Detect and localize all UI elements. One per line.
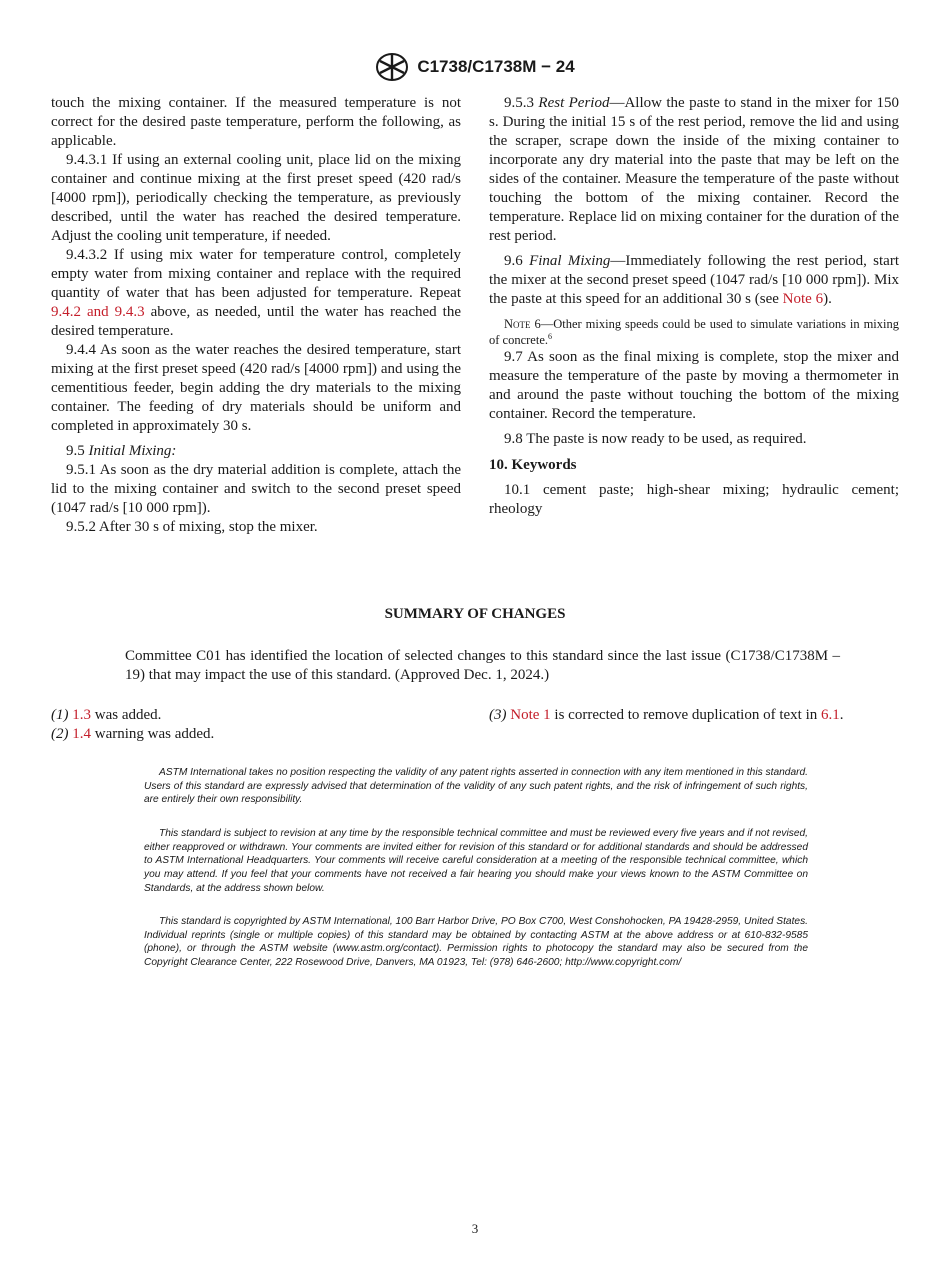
footnote-ref: 6 <box>548 331 552 341</box>
right-column <box>489 94 899 519</box>
keywords-text: 10.1 cement paste; high-shear mixing; hydraulic cement; rheology <box>489 482 899 517</box>
copyright-notice: This standard is copyrighted by ASTM International, 100 Barr Harbor Drive, PO Box C700, West Conshohocken, PA 19428-2959, United States. Individual reprints (single or multiple copies) of this standard may be obtained by contacting ASTM at the above address or at 610-832-9585 (phone), or through the ASTM website (www.astm.org/contact). Permission rights to photocopy the standard may also be secured from the Copyright Clearance Center, 222 Rosewood Drive, Danvers, MA 01923, Tel: (978) 646-2600; http://www.copyright.com/ <box>144 916 808 969</box>
paragraph-9-4-4: 9.4.4 As soon as the water reaches the desired temperature, start mixing at the first preset speed (420 rad/s [4000 rpm]) and using the cementitious feeder, begin adding the dry materials to the mixing container. The feeding of dry materials should be uniform and completed in approximately 30 s. <box>51 342 461 434</box>
paragraph-9-5-3: 9.5.3 Rest Period—Allow the paste to stand in the mixer for 150 s. During the initial 15 s of the rest period, remove the lid and using the scraper, scrape down the inside of the mixing container to incorporate any dry material into the paste that may be left on the sides of the container. Measure the temperature of the paste without touching the bottom of the mixing container. Record the temperature. Replace lid on mixing container for the duration of the rest period. <box>489 95 900 244</box>
section-link[interactable]: 1.4 <box>72 726 91 742</box>
section-heading-9-5: 9.5 Initial Mixing: <box>66 443 177 459</box>
paragraph-9-7: 9.7 As soon as the final mixing is complete, stop the mixer and measure the temperature of the paste by moving a thermometer in and around the paste without touching the bottom of the mixing container. Record the temperature. <box>489 349 899 422</box>
paragraph-9-8: 9.8 The paste is now ready to be used, as required. <box>504 431 807 447</box>
paragraph: touch the mixing container. If the measured temperature is not correct for the desired paste temperature, perform the following, as applicable. <box>51 95 461 149</box>
section-link[interactable]: 1.3 <box>72 707 91 723</box>
keywords-heading: 10. Keywords <box>489 457 577 473</box>
change-item: (1) 1.3 was added. <box>51 707 162 723</box>
paragraph-9-5-2: 9.5.2 After 30 s of mixing, stop the mixer. <box>66 519 318 535</box>
paragraph-9-6: 9.6 Final Mixing—Immediately following the rest period, start the mixer at the second preset speed (1047 rad/s [10 000 rpm]). Mix the paste at this speed for an additional 30 s (see Note 6). <box>489 253 900 307</box>
change-item: (3) Note 1 is corrected to remove duplication of text in 6.1. <box>489 707 844 723</box>
paragraph-9-5-1: 9.5.1 As soon as the dry material addition is complete, attach the lid to the mixing container and switch to the second preset speed (1047 rad/s [10 000 rpm]). <box>51 462 461 516</box>
change-item: (2) 1.4 warning was added. <box>51 726 215 742</box>
patent-notice: ASTM International takes no position respecting the validity of any patent rights asserted in connection with any item mentioned in this standard. Users of this standard are expressly advised that determination of the validity of any such patent rights, and the risk of infringement of such rights, are entirely their own responsibility. <box>144 767 808 806</box>
note-link[interactable]: Note 6 <box>782 291 824 307</box>
summary-title: SUMMARY OF CHANGES <box>384 606 566 622</box>
paragraph-9-4-3-2: 9.4.3.2 If using mix water for temperature control, completely empty water from mixing container and replace with the required quantity of water that has been adjusted for temperature. Repeat 9.4.2 and 9.4.3 above, as needed, until the water has reached the desired temperature. <box>51 247 461 339</box>
page-header <box>0 52 950 87</box>
note-6: Note 6—Other mixing speeds could be used to simulate variations in mixing of concrete.$^6$ <box>489 317 899 347</box>
changes-list-left <box>51 706 461 744</box>
paragraph-9-4-3-1: 9.4.3.1 If using an external cooling unit, place lid on the mixing container and continue mixing at the first preset speed (420 rad/s [4000 rpm]), periodically checking the temperature, as previously described, until the water has reached the desired temperature. Adjust the cooling unit temperature, if needed. <box>51 152 461 244</box>
section-link[interactable]: 6.1 <box>821 707 840 723</box>
note-link[interactable]: Note 1 <box>510 707 551 723</box>
page-number: 3 <box>471 1221 479 1236</box>
astm-logo-icon <box>375 52 409 82</box>
revision-notice: This standard is subject to revision at any time by the responsible technical committee and must be reviewed every five years and if not revised, either reapproved or withdrawn. Your comments are invited either for revision of this standard or for additional standards and should be addressed to ASTM International Headquarters. Your comments will receive careful consideration at a meeting of the responsible technical committee, which you may attend. If you feel that your comments have not received a fair hearing you should make your views known to the ASTM Committee on Standards, at the address shown below. <box>144 828 808 894</box>
left-column <box>51 94 461 537</box>
section-link[interactable]: 9.4.2 and 9.4.3 <box>51 304 145 320</box>
changes-list-right <box>489 706 909 725</box>
summary-body: Committee C01 has identified the location of selected changes to this standard since the last issue (C1738/C1738M – 19) that may impact the use of this standard. (Approved Dec. 1, 2024.) <box>125 648 840 683</box>
document-id: C1738/C1738M − 24 <box>417 57 575 76</box>
